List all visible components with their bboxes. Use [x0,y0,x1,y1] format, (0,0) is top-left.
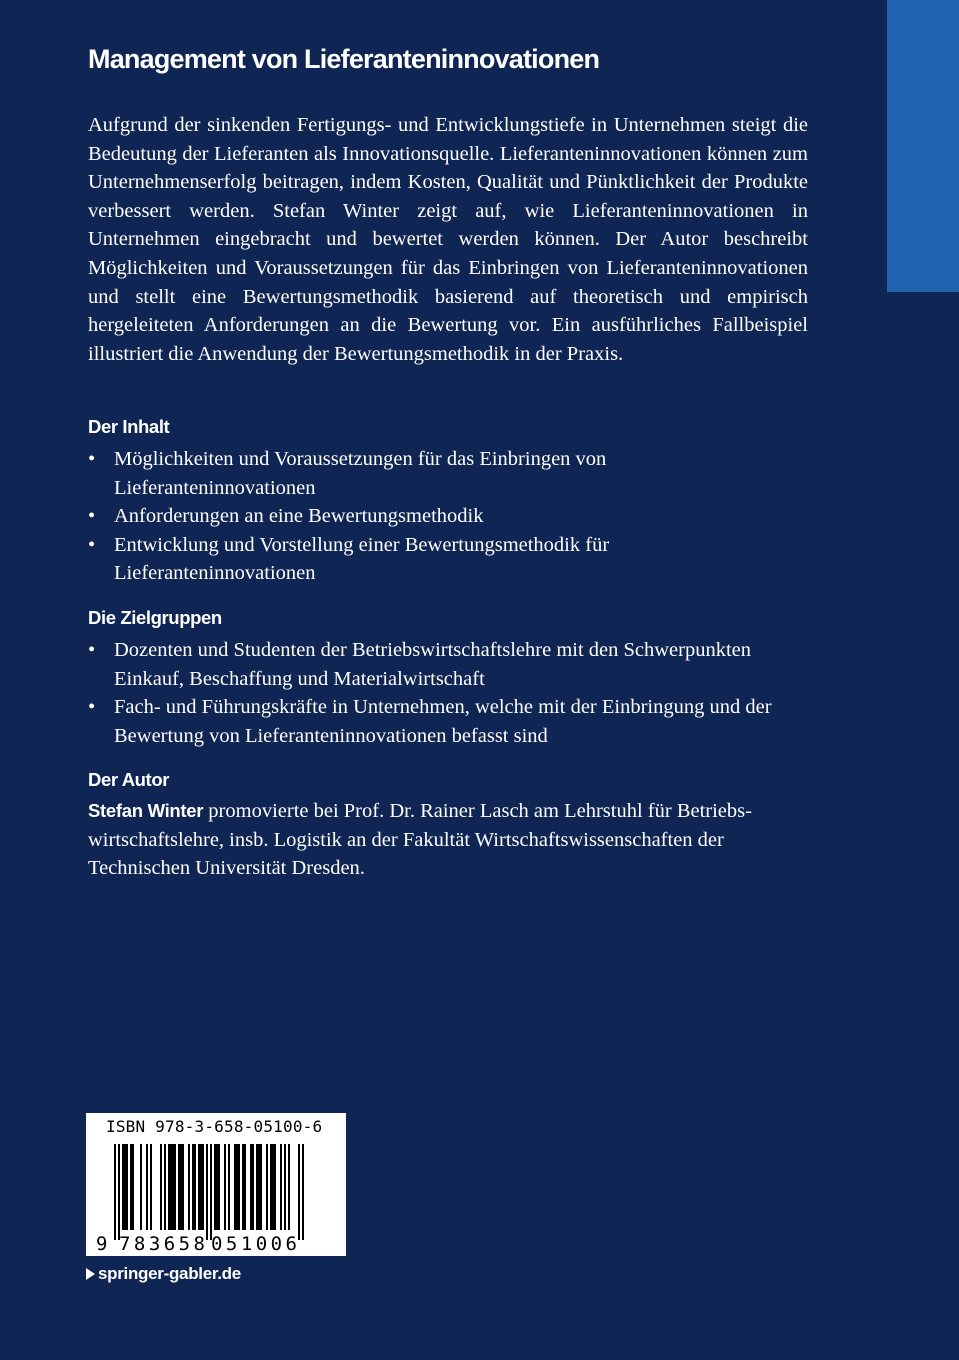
list-item: • Möglichkeiten und Voraussetzungen für das Einbringen von Lieferanteninnovationen [88,445,808,502]
barcode-bar [250,1144,252,1230]
barcode-bar [260,1144,262,1230]
barcode-bar [242,1144,244,1230]
barcode-bar [224,1144,226,1230]
barcode-bar [288,1144,290,1230]
barcode-bar [256,1144,258,1230]
barcode-bar [244,1144,246,1230]
publisher-link[interactable] [86,1264,241,1284]
audience-heading: Die Zielgruppen [88,607,222,628]
barcode-bar [182,1144,184,1230]
contents-heading: Der Inhalt [88,416,170,437]
author-bio: promovierte bei Prof. Dr. Rainer Lasch am Lehrstuhl für Betriebswirtschaftslehre, insb. Logistik an der Fakultät Wirtschaftswissenschaften der Technischen Universität Dresden. [88,800,752,880]
barcode-bar [218,1144,220,1230]
barcode-bar [160,1144,162,1230]
barcode-bar [238,1144,240,1230]
list-item: • Dozenten und Studenten der Betriebswirtschaftslehre mit den Schwerpunkten Einkauf, Beschaffung und Materialwirtschaft [88,636,808,693]
barcode-bar [126,1144,128,1230]
barcode-bar [270,1144,272,1230]
audience-list [88,636,808,750]
list-item: • Entwicklung und Vorstellung einer Bewertungsmethodik für Lieferanteninnovationen [88,531,808,588]
barcode-left-digits: 783658 [119,1233,205,1255]
author-heading: Der Autor [88,769,170,790]
barcode-bar [188,1144,190,1230]
barcode-bar [252,1144,254,1230]
arrow-right-icon [86,1268,95,1280]
barcode-bar [228,1144,230,1230]
barcode-bar [170,1144,172,1230]
barcode-right-digits: 051006 [211,1233,297,1255]
barcode-bar [174,1144,176,1230]
barcode-guard-bar [298,1144,300,1240]
barcode-first-digit: 9 [96,1233,108,1255]
isbn-barcode [86,1113,346,1256]
accent-bar [887,0,959,292]
barcode-bar [272,1144,274,1230]
barcode-guard-bar [206,1144,208,1240]
barcode-bar [214,1144,216,1230]
barcode-bar [266,1144,268,1230]
barcode-bar [132,1144,134,1230]
summary-paragraph: Aufgrund der sinkenden Fertigungs- und Entwicklungstiefe in Unternehmen steigt die Bedeutung der Lieferanten als Innovationsquelle. Lieferanteninnovationen können zum Unternehmenserfolg beitragen, indem Kosten, Qualität und Pünktlichkeit der Produkte verbessert werden. Stefan Winter zeigt auf, wie Lieferanteninnovationen in Unternehmen eingebracht und bewertet werden können. Der Autor beschreibt Möglichkeiten und Voraussetzungen für das Einbringen von Lieferanteninnovationen und stellt eine Bewertungsmethodik basierend auf theoretisch und empirisch hergeleiteten Anforderungen an die Bewertung vor. Ein ausführliches Fallbeispiel illustriert die Anwendung der Bewertungsmethodik in der Praxis. [88,114,808,365]
barcode-bar [192,1144,194,1230]
barcode-bars [114,1144,304,1240]
barcode-bar [164,1144,166,1230]
barcode-guard-bar [114,1144,116,1240]
barcode-bar [180,1144,182,1230]
isbn-label: ISBN 978-3-658-05100-6 [106,1117,323,1136]
book-title: Management von Lieferanteninnovationen [88,44,600,74]
barcode-bar [234,1144,236,1230]
barcode-bar [258,1144,260,1230]
barcode-bar [124,1144,126,1230]
list-item: • Fach- und Führungskräfte in Unternehmen, welche mit der Einbringung und der Bewertung von Lieferanteninnovationen befasst sind [88,693,808,750]
barcode-bar [274,1144,276,1230]
barcode-bar [194,1144,196,1230]
barcode-bar [198,1144,200,1230]
publisher-url: springer-gabler.de [98,1264,241,1283]
barcode-bar [130,1144,132,1230]
barcode-bar [168,1144,170,1230]
author-name: Stefan Winter [88,800,204,821]
barcode-bar [150,1144,152,1230]
list-item: • Anforderungen an eine Bewertungsmethodik [88,502,808,531]
barcode-bar [280,1144,282,1230]
barcode-guard-bar [302,1144,304,1240]
barcode-bar [140,1144,142,1230]
barcode-bar [202,1144,204,1230]
barcode-bar [146,1144,148,1230]
barcode-bar [200,1144,202,1230]
barcode-bar [216,1144,218,1230]
barcode-bar [236,1144,238,1230]
author-paragraph [88,797,808,883]
barcode-guard-bar [210,1144,212,1240]
barcode-bar [284,1144,286,1230]
barcode-bar [178,1144,180,1230]
barcode-guard-bar [118,1144,120,1240]
barcode-bar [122,1144,124,1230]
barcode-bar [172,1144,174,1230]
contents-list [88,445,808,588]
